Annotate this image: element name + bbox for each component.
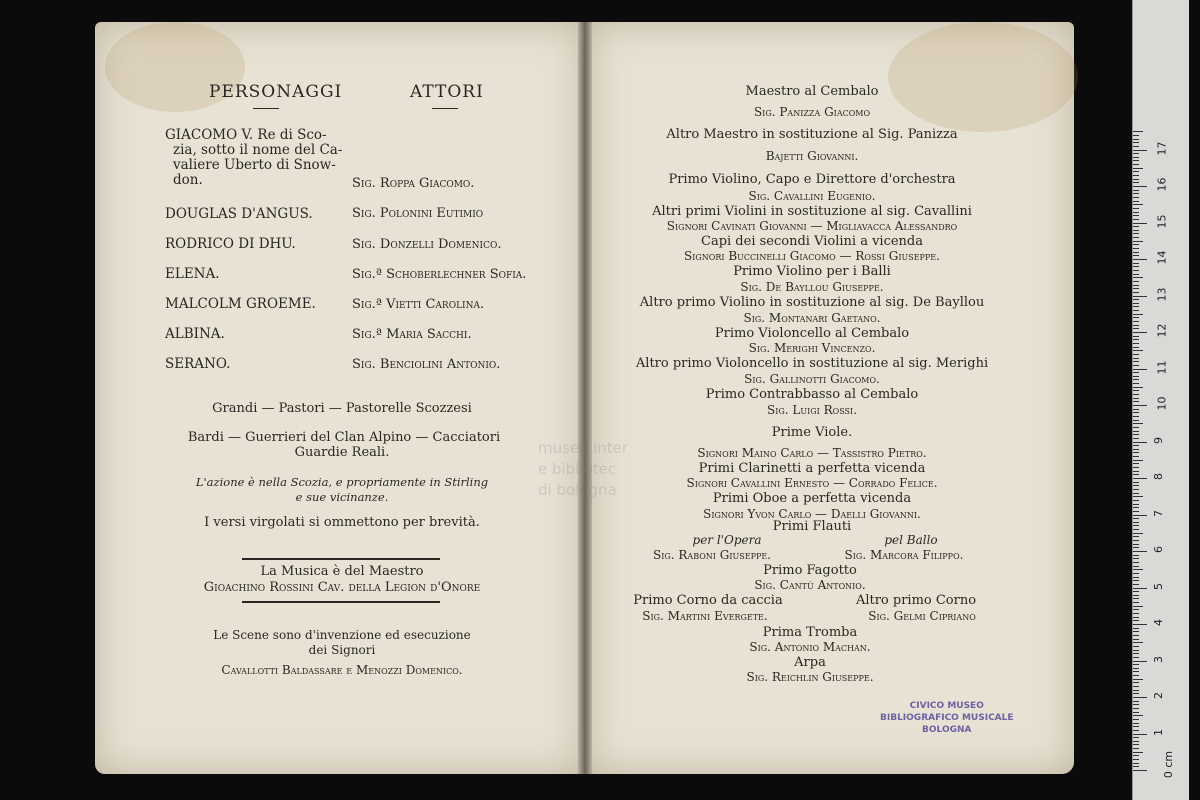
ruler-tick [1133, 741, 1139, 742]
ruler-number: 14 [1155, 250, 1169, 265]
watermark-line: e bibliotec [538, 460, 617, 478]
cast-actor: Sig. Roppa Giacomo. [352, 176, 475, 191]
measurement-ruler [1132, 0, 1189, 800]
ruler-tick [1133, 274, 1139, 275]
ruler-tick [1133, 237, 1139, 238]
staff-line: Sig. De Bayllou Giuseppe. [740, 280, 884, 294]
ruler-tick [1133, 471, 1139, 472]
ruler-tick [1133, 668, 1139, 669]
staff-line: Signori Yvon Carlo — Daelli Giovanni. [703, 507, 921, 521]
ruler-number: 7 [1152, 509, 1165, 517]
staff-line: Sig. Cavallini Eugenio. [748, 189, 876, 203]
fagotto-name: Sig. Cantù Antonio. [754, 578, 866, 592]
header-characters: PERSONAGGI [209, 82, 343, 102]
ruler-tick [1133, 515, 1147, 516]
ruler-tick [1133, 390, 1139, 391]
ruler-tick [1133, 365, 1139, 366]
ruler-tick [1133, 562, 1139, 563]
ruler-tick [1133, 544, 1139, 545]
watermark-line: museo inter [538, 439, 629, 457]
ruler-tick [1133, 153, 1139, 154]
ruler-tick [1133, 536, 1139, 537]
cast-character: ELENA. [165, 266, 220, 282]
watermark [538, 438, 628, 501]
chorus-line: Bardi — Guerrieri del Clan Alpino — Cacciatori [187, 430, 501, 445]
ruler-tick [1133, 697, 1147, 698]
ruler-tick [1133, 409, 1139, 410]
library-stamp [880, 700, 1014, 736]
tromba-title: Prima Tromba [762, 625, 858, 640]
cast-character: RODRICO DI DHU. [165, 236, 296, 252]
ruler-tick [1133, 139, 1139, 140]
ruler-tick [1133, 233, 1139, 234]
cast-character: SERANO. [165, 356, 231, 372]
ruler-tick [1133, 438, 1139, 439]
ruler-tick [1133, 270, 1139, 271]
ruler-tick [1133, 186, 1147, 187]
ruler-tick [1133, 336, 1139, 337]
ruler-tick [1133, 675, 1139, 676]
ruler-tick [1133, 226, 1139, 227]
ruler-tick [1133, 478, 1147, 479]
ruler-tick [1133, 350, 1143, 351]
ruler-tick [1133, 661, 1147, 662]
ruler-tick [1133, 460, 1143, 461]
staff-line: Primi Clarinetti a perfetta vicenda [698, 461, 926, 476]
ruler-tick [1133, 160, 1139, 161]
ruler-number: 16 [1155, 177, 1169, 192]
scenes-line: Le Scene sono d'invenzione ed esecuzione [213, 628, 471, 642]
ruler-tick [1133, 394, 1139, 395]
ruler-tick [1133, 299, 1139, 300]
staff-line: Maestro al Cembalo [745, 84, 879, 99]
ruler-number: 2 [1152, 692, 1165, 699]
ruler-tick [1133, 712, 1139, 713]
ruler-tick [1133, 427, 1139, 428]
cast-character: MALCOLM GROEME. [165, 296, 316, 312]
staff-line: Altro Maestro in sostituzione al Sig. Panizza [666, 127, 958, 142]
ruler-tick [1133, 339, 1139, 340]
ruler-tick [1133, 529, 1139, 530]
ruler-tick [1133, 223, 1147, 224]
ruler-tick [1133, 682, 1139, 683]
ruler-tick [1133, 358, 1139, 359]
ruler-tick [1133, 332, 1147, 333]
ruler-tick [1133, 558, 1139, 559]
ruler-tick [1133, 540, 1139, 541]
ruler-tick [1133, 577, 1139, 578]
staff-line: Primi Flauti [772, 519, 852, 534]
character-line: valiere Uberto di Snow- [173, 157, 336, 173]
ruler-tick [1133, 288, 1139, 289]
ruler-tick [1133, 606, 1143, 607]
ruler-tick [1133, 569, 1143, 570]
staff-line: Sig. Luigi Rossi. [766, 403, 858, 417]
ruler-tick [1133, 412, 1139, 413]
ruler-number: 9 [1152, 436, 1165, 444]
ruler-tick [1133, 489, 1139, 490]
ruler-tick [1133, 573, 1139, 574]
ruler-tick [1133, 555, 1139, 556]
ruler-tick [1133, 671, 1139, 672]
ruler-tick [1133, 701, 1139, 702]
ruler-tick [1133, 255, 1139, 256]
ruler-tick [1133, 726, 1139, 727]
ruler-tick [1133, 602, 1139, 603]
staff-line: Signori Cavinati Giovanni — Migliavacca Alessandro [666, 219, 958, 233]
ruler-tick [1133, 175, 1139, 176]
ruler-tick [1133, 609, 1139, 610]
scenes-designers: Cavallotti Baldassare e Menozzi Domenico. [221, 663, 463, 677]
flute-ballo-label: pel Ballo [884, 533, 938, 547]
ruler-tick [1133, 131, 1143, 132]
ruler-tick [1133, 219, 1139, 220]
ruler-tick [1133, 763, 1139, 764]
ruler-tick [1133, 474, 1139, 475]
ruler-tick [1133, 423, 1143, 424]
ruler-tick [1133, 244, 1139, 245]
corno-right-name: Sig. Gelmi Cipriano [868, 609, 976, 623]
ruler-tick [1133, 347, 1139, 348]
staff-line: Primo Contrabbasso al Cembalo [705, 387, 919, 402]
ruler-tick [1133, 230, 1139, 231]
cast-character [165, 128, 342, 188]
ruler-tick [1133, 547, 1139, 548]
ruler-tick [1133, 737, 1139, 738]
cast-actor: Sig. Benciolini Antonio. [352, 357, 501, 372]
arpa-name: Sig. Reichlin Giuseppe. [746, 670, 874, 684]
ruler-tick [1133, 182, 1139, 183]
ruler-tick [1133, 566, 1139, 567]
ruler-tick [1133, 628, 1139, 629]
watermark-line: di bologna [538, 481, 617, 499]
ruler-tick [1133, 580, 1139, 581]
ruler-tick [1133, 405, 1147, 406]
ruler-tick [1133, 314, 1143, 315]
character-line: zia, sotto il nome del Ca- [173, 142, 343, 158]
ruler-tick [1133, 642, 1143, 643]
ruler-tick [1133, 467, 1139, 468]
staff-line: Altro primo Violino in sostituzione al sig. De Bayllou [639, 295, 985, 310]
ruler-tick [1133, 296, 1147, 297]
ruler-tick [1133, 285, 1139, 286]
ruler-tick [1133, 190, 1139, 191]
ruler-tick [1133, 463, 1139, 464]
ruler-tick [1133, 759, 1139, 760]
ruler-unit: 0 cm [1162, 750, 1176, 779]
stamp-line: BOLOGNA [922, 725, 972, 735]
staff-line: Sig. Panizza Giacomo [753, 105, 871, 119]
ruler-tick [1133, 401, 1139, 402]
music-credit: La Musica è del Maestro [260, 564, 424, 579]
ruler-tick [1133, 303, 1139, 304]
ruler-tick [1133, 650, 1139, 651]
scenes-line: dei Signori [308, 643, 376, 657]
staff-line: Sig. Merighi Vincenzo. [748, 341, 876, 355]
cast-actor: Sig. Polonini Eutimio [352, 206, 484, 221]
ruler-tick [1133, 263, 1139, 264]
ruler-tick [1133, 456, 1139, 457]
ruler-tick [1133, 730, 1139, 731]
ruler-tick [1133, 379, 1139, 380]
ruler-tick [1133, 442, 1147, 443]
ruler-tick [1133, 624, 1147, 625]
ruler-tick [1133, 204, 1143, 205]
ruler-tick [1133, 168, 1143, 169]
ruler-tick [1133, 306, 1139, 307]
header-actors: ATTORI [410, 82, 484, 102]
ruler-tick [1133, 354, 1139, 355]
ruler-tick [1133, 551, 1147, 552]
ruler-tick [1133, 631, 1139, 632]
ruler-tick [1133, 387, 1143, 388]
staff-line: Signori Cavallini Ernesto — Corrado Felice. [686, 476, 938, 490]
ruler-tick [1133, 482, 1139, 483]
ruler-tick [1133, 171, 1139, 172]
ruler-tick [1133, 445, 1139, 446]
ruler-tick [1133, 504, 1139, 505]
ruler-tick [1133, 215, 1139, 216]
ruler-number: 13 [1155, 287, 1169, 301]
ruler-tick [1133, 518, 1139, 519]
cast-actor: Sig.ª Schoberlechner Sofia. [352, 267, 527, 282]
staff-line: Sig. Montanari Gaetano. [743, 311, 881, 325]
ruler-tick [1133, 252, 1139, 253]
ruler-tick [1133, 248, 1139, 249]
ruler-tick [1133, 496, 1143, 497]
ruler-tick [1133, 361, 1139, 362]
header-underline [253, 108, 279, 109]
ruler-tick [1133, 704, 1139, 705]
staff-line: Primo Violino per i Balli [733, 264, 891, 279]
ruler-tick [1133, 507, 1139, 508]
ruler-number: 12 [1155, 323, 1169, 338]
ruler-number: 15 [1155, 214, 1169, 228]
character-line: GIACOMO V. Re di Sco- [165, 127, 327, 143]
staff-line: Capi dei secondi Violini a vicenda [701, 234, 923, 249]
verses-note: I versi virgolati si ommettono per brevità. [204, 515, 480, 530]
ruler-tick [1133, 179, 1139, 180]
ruler-tick [1133, 266, 1139, 267]
cast-actor: Sig.ª Maria Sacchi. [352, 327, 472, 342]
setting-line: L'azione è nella Scozia, e propriamente in Stirling [195, 475, 489, 489]
ruler-number: 6 [1152, 546, 1165, 553]
corno-right-title: Altro primo Corno [855, 593, 977, 608]
ruler-tick [1133, 197, 1139, 198]
rule-bottom [242, 601, 440, 603]
staff-line: Sig. Gallinotti Giacomo. [744, 372, 880, 386]
ruler-tick [1133, 635, 1139, 636]
ruler-tick [1133, 369, 1147, 370]
ruler-tick [1133, 734, 1147, 735]
ruler-tick [1133, 533, 1143, 534]
ruler-tick [1133, 321, 1139, 322]
ruler-tick [1133, 511, 1139, 512]
ruler-tick [1133, 208, 1139, 209]
chorus-line: Guardie Reali. [294, 445, 390, 460]
arpa-title: Arpa [794, 655, 826, 670]
ruler-tick [1133, 372, 1139, 373]
ruler-tick [1133, 292, 1139, 293]
staff-line: Prime Viole. [771, 425, 853, 440]
ruler-number: 1 [1152, 728, 1165, 736]
ruler-tick [1133, 449, 1139, 450]
staff-line: Bajetti Giovanni. [765, 149, 859, 163]
staff-line: Primo Violino, Capo e Direttore d'orchestra [668, 172, 956, 187]
ruler-tick [1133, 376, 1139, 377]
ruler-tick [1133, 693, 1139, 694]
ruler-tick [1133, 317, 1139, 318]
cast-character: ALBINA. [165, 326, 225, 342]
ruler-tick [1133, 142, 1139, 143]
ruler-tick [1133, 595, 1139, 596]
ruler-tick [1133, 525, 1139, 526]
ruler-tick [1133, 664, 1139, 665]
ruler-tick [1133, 452, 1139, 453]
ruler-tick [1133, 328, 1139, 329]
ruler-tick [1133, 485, 1139, 486]
ruler-tick [1133, 617, 1139, 618]
staff-line: Primo Violoncello al Cembalo [714, 326, 910, 341]
tromba-name: Sig. Antonio Machan. [749, 640, 871, 654]
ruler-tick [1133, 708, 1139, 709]
ruler-tick [1133, 613, 1139, 614]
ruler-tick [1133, 135, 1139, 136]
ruler-number: 17 [1155, 141, 1169, 155]
rule-top [242, 558, 440, 560]
ruler-tick [1133, 431, 1139, 432]
ruler-tick [1133, 690, 1139, 691]
flute-opera-name: Sig. Raboni Giuseppe. [652, 548, 772, 562]
ruler-number: 3 [1152, 655, 1165, 663]
cast-character: DOUGLAS D'ANGUS. [165, 206, 313, 222]
composer-name: Gioachino Rossini Cav. della Legion d'Onore [203, 580, 481, 595]
ruler-tick [1133, 752, 1143, 753]
ruler-tick [1133, 744, 1139, 745]
ruler-tick [1133, 277, 1143, 278]
ruler-tick [1133, 416, 1139, 417]
stamp-line: CIVICO MUSEO [909, 701, 984, 711]
ruler-tick [1133, 620, 1139, 621]
fagotto-title: Primo Fagotto [763, 563, 857, 578]
ruler-number: 5 [1152, 582, 1165, 590]
ruler-tick [1133, 150, 1147, 151]
ruler-tick [1133, 241, 1143, 242]
ruler-number: 10 [1155, 396, 1169, 411]
ruler-tick [1133, 325, 1139, 326]
ruler-tick [1133, 591, 1139, 592]
ruler-tick [1133, 343, 1139, 344]
ruler-tick [1133, 719, 1139, 720]
ruler-number: 11 [1155, 360, 1169, 374]
corno-left-name: Sig. Martini Evergete. [642, 609, 768, 623]
staff-line: Altro primo Violoncello in sostituzione al sig. Merighi [635, 356, 989, 371]
ruler-tick [1133, 434, 1139, 435]
cast-actor: Sig. Donzelli Domenico. [352, 237, 502, 252]
chorus-line: Grandi — Pastori — Pastorelle Scozzesi [212, 401, 472, 416]
staff-line: Signori Buccinelli Giacomo — Rossi Giuseppe. [684, 249, 940, 263]
ruler-tick [1133, 770, 1147, 771]
ruler-tick [1133, 281, 1139, 282]
ruler-tick [1133, 193, 1139, 194]
ruler-tick [1133, 715, 1143, 716]
ruler-tick [1133, 157, 1139, 158]
ruler-tick [1133, 588, 1147, 589]
ruler-tick [1133, 584, 1139, 585]
ruler-tick [1133, 639, 1139, 640]
ruler-tick [1133, 748, 1139, 749]
ruler-number: 4 [1152, 619, 1165, 626]
ruler-tick [1133, 500, 1139, 501]
ruler-tick [1133, 646, 1139, 647]
flute-opera-label: per l'Opera [692, 533, 762, 547]
flute-ballo-name: Sig. Marcora Filippo. [844, 548, 964, 562]
ruler-tick [1133, 493, 1139, 494]
ruler-tick [1133, 657, 1139, 658]
cast-actor: Sig.ª Vietti Carolina. [352, 297, 485, 312]
header-underline [432, 108, 458, 109]
staff-line: Altri primi Violini in sostituzione al sig. Cavallini [652, 204, 972, 219]
ruler-tick [1133, 653, 1139, 654]
ruler-tick [1133, 679, 1143, 680]
staff-line: Signori Maino Carlo — Tassistro Pietro. [697, 446, 927, 460]
ruler-tick [1133, 766, 1139, 767]
ruler-tick [1133, 755, 1139, 756]
ruler-tick [1133, 146, 1139, 147]
ruler-tick [1133, 383, 1139, 384]
ruler-tick [1133, 164, 1139, 165]
character-line: don. [173, 172, 203, 188]
ruler-tick [1133, 212, 1139, 213]
ruler-tick [1133, 398, 1139, 399]
ruler-tick [1133, 686, 1139, 687]
corno-left-title: Primo Corno da caccia [633, 593, 783, 608]
stamp-line: BIBLIOGRAFICO MUSICALE [880, 713, 1014, 723]
staff-line: Primi Oboe a perfetta vicenda [712, 491, 912, 506]
ruler-tick [1133, 723, 1139, 724]
ruler-tick [1133, 259, 1147, 260]
book-gutter [578, 22, 592, 774]
ruler-tick [1133, 522, 1139, 523]
ruler-tick [1133, 420, 1139, 421]
setting-line: e sue vicinanze. [295, 490, 389, 504]
ruler-number: 8 [1152, 473, 1165, 480]
ruler-tick [1133, 310, 1139, 311]
ruler-tick [1133, 598, 1139, 599]
ruler-tick [1133, 201, 1139, 202]
